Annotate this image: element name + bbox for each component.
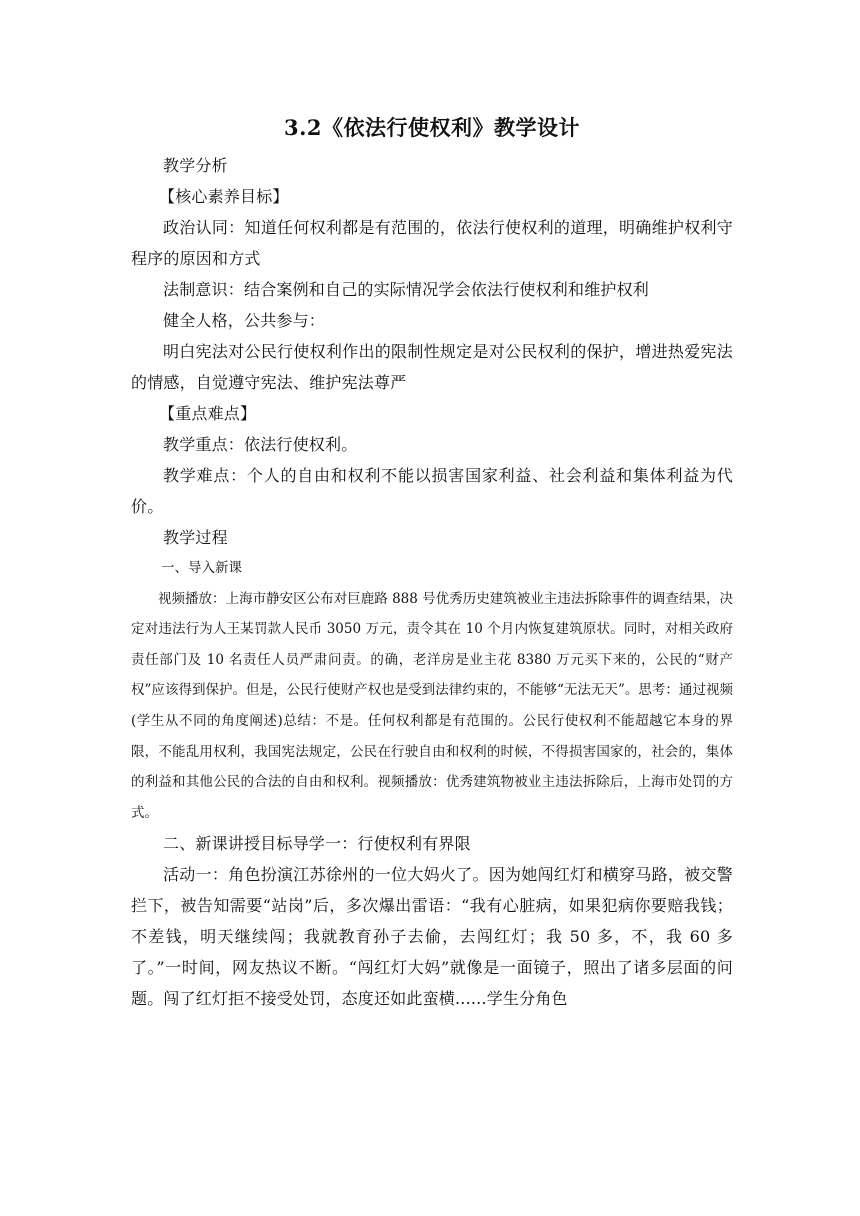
intro-heading: 一、导入新课 (161, 560, 242, 576)
teaching-difficulty-paragraph: 教学难点：个人的自由和权利不能以损害国家利益、社会利益和集体利益为代价。 (131, 466, 733, 516)
teaching-focus-paragraph: 教学重点：依法行使权利。 (163, 435, 358, 454)
video-case-paragraph: 视频播放：上海市静安区公布对巨鹿路 888 号优秀历史建筑被业主违法拆除事件的调查结果，决定对违法行为人王某罚款人民币 3050 万元，责令其在 10 个月内恢复建筑原状。同时，对相关政府责任部门及 10 名责任人员严肃问责。的确，老洋房是业主花 8380 万元买下来的，公民的“财产权”应该得到保护。但是，公民行使财产权也是受到法律约束的，不能够“无法无天”。思考：通过视频(学生从不同的角度阐述)总结：不是。任何权利都是有范围的。公民行使权利不能超越它本身的界限，不能乱用权利，我国宪法规定，公民在行驶自由和权利的时候，不得损害国家的，社会的，集体的利益和其他公民的合法的自由和权利。视频播放：优秀建筑物被业主违法拆除后，上海市处罚的方式。 (131, 590, 733, 821)
legal-awareness-paragraph: 法制意识：结合案例和自己的实际情况学会依法行使权利和维护权利 (163, 280, 650, 299)
analysis-heading: 教学分析 (163, 156, 228, 175)
core-goals-heading: 【核心素养目标】 (159, 187, 289, 206)
new-lesson-heading: 二、新课讲授目标导学一：行使权利有界限 (163, 834, 471, 854)
political-identity-paragraph: 政治认同：知道任何权利都是有范围的，依法行使权利的道理，明确维护权利守程序的原因和方式 (131, 218, 733, 268)
personality-participation-paragraph: 健全人格，公共参与： (163, 311, 326, 330)
document-body (131, 112, 733, 1014)
constitution-paragraph: 明白宪法对公民行使权利作出的限制性规定是对公民权利的保护，增进热爱宪法的情感，自觉遵守宪法、维护宪法尊严 (131, 342, 733, 392)
activity-one-paragraph: 活动一：角色扮演江苏徐州的一位大妈火了。因为她闯红灯和横穿马路，被交警拦下，被告知需要“站岗”后，多次爆出雷语：“我有心脏病，如果犯病你要赔我钱；不差钱，明天继续闯；我就教育孙子去偷，去闯红灯；我 50 多，不，我 60 多了。”一时间，网友热议不断。“闯红灯大妈”就像是一面镜子，照出了诸多层面的问题。闯了红灯拒不接受处罚，态度还如此蛮横......学生分角色 (131, 865, 733, 1009)
process-heading: 教学过程 (163, 528, 228, 547)
key-difficult-heading: 【重点难点】 (159, 404, 257, 423)
page-title: 3.2《依法行使权利》教学设计 (283, 115, 581, 140)
